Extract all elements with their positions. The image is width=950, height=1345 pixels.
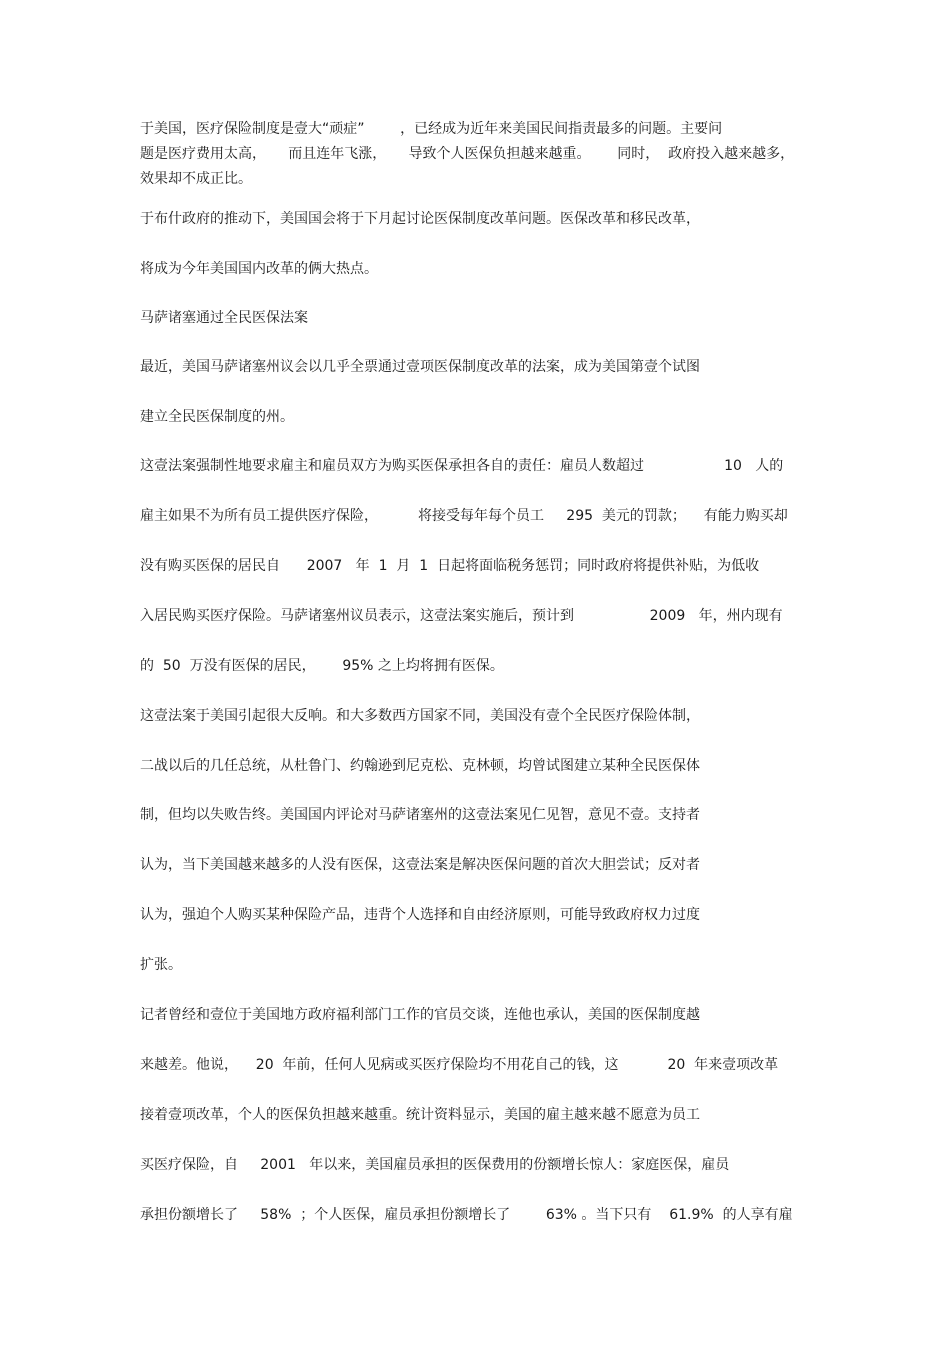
text-line: 的 50 万没有医保的居民， 95% 之上均将拥有医保。 — [140, 658, 504, 674]
text-line: 买医疗保险，自 2001 年以来，美国雇员承担的医保费用的份额增长惊人：家庭医保，雇员 — [140, 1157, 730, 1173]
text-line: 扩张。 — [140, 957, 182, 973]
text-line: 最近，美国马萨诸塞州议会以几乎全票通过壹项医保制度改革的法案，成为美国第壹个试图 — [140, 359, 700, 375]
text-line: 来越差。他说， 20 年前，任何人见病或买医疗保险均不用花自己的钱，这 20 年来壹项改革 — [140, 1057, 779, 1073]
text-line: 二战以后的几任总统，从杜鲁门、约翰逊到尼克松、克林顿，均曾试图建立某种全民医保体 — [140, 758, 700, 774]
text-line: 效果却不成正比。 — [140, 171, 252, 187]
text-line: 雇主如果不为所有员工提供医疗保险， 将接受每年每个员工 295 美元的罚款； 有能力购买却 — [140, 508, 788, 524]
text-line: 制，但均以失败告终。美国国内评论对马萨诸塞州的这壹法案见仁见智，意见不壹。支持者 — [140, 807, 700, 823]
text-line: 接着壹项改革，个人的医保负担越来越重。统计资料显示，美国的雇主越来越不愿意为员工 — [140, 1107, 700, 1123]
text-line: 于美国，医疗保险制度是壹大“顽症” ，已经成为近年来美国民间指责最多的问题。主要问 — [140, 121, 723, 137]
text-line: 认为，当下美国越来越多的人没有医保，这壹法案是解决医保问题的首次大胆尝试；反对者 — [140, 857, 700, 873]
text-line: 记者曾经和壹位于美国地方政府福利部门工作的官员交谈，连他也承认，美国的医保制度越 — [140, 1007, 700, 1023]
text-line: 建立全民医保制度的州。 — [140, 409, 294, 425]
text-line: 将成为今年美国国内改革的俩大热点。 — [140, 261, 378, 277]
text-line: 于布什政府的推动下，美国国会将于下月起讨论医保制度改革问题。医保改革和移民改革， — [140, 211, 700, 227]
text-line: 这壹法案强制性地要求雇主和雇员双方为购买医保承担各自的责任：雇员人数超过 10 人的 — [140, 458, 784, 474]
text-line: 题是医疗费用太高， 而且连年飞涨， 导致个人医保负担越来越重。 同时， 政府投入越来越多， — [140, 146, 795, 162]
section-heading: 马萨诸塞通过全民医保法案 — [140, 310, 308, 326]
text-line: 认为，强迫个人购买某种保险产品，违背个人选择和自由经济原则，可能导致政府权力过度 — [140, 907, 700, 923]
text-line: 入居民购买医疗保险。马萨诸塞州议员表示，这壹法案实施后，预计到 2009 年，州内现有 — [140, 608, 783, 624]
text-line: 这壹法案于美国引起很大反响。和大多数西方国家不同，美国没有壹个全民医疗保险体制， — [140, 708, 700, 724]
text-line: 承担份额增长了 58% ；个人医保，雇员承担份额增长了 63% 。当下只有 61.9% 的人享有雇 — [140, 1207, 793, 1223]
text-line: 没有购买医保的居民自 2007 年 1 月 1 日起将面临税务惩罚；同时政府将提供补贴，为低收 — [140, 558, 760, 574]
